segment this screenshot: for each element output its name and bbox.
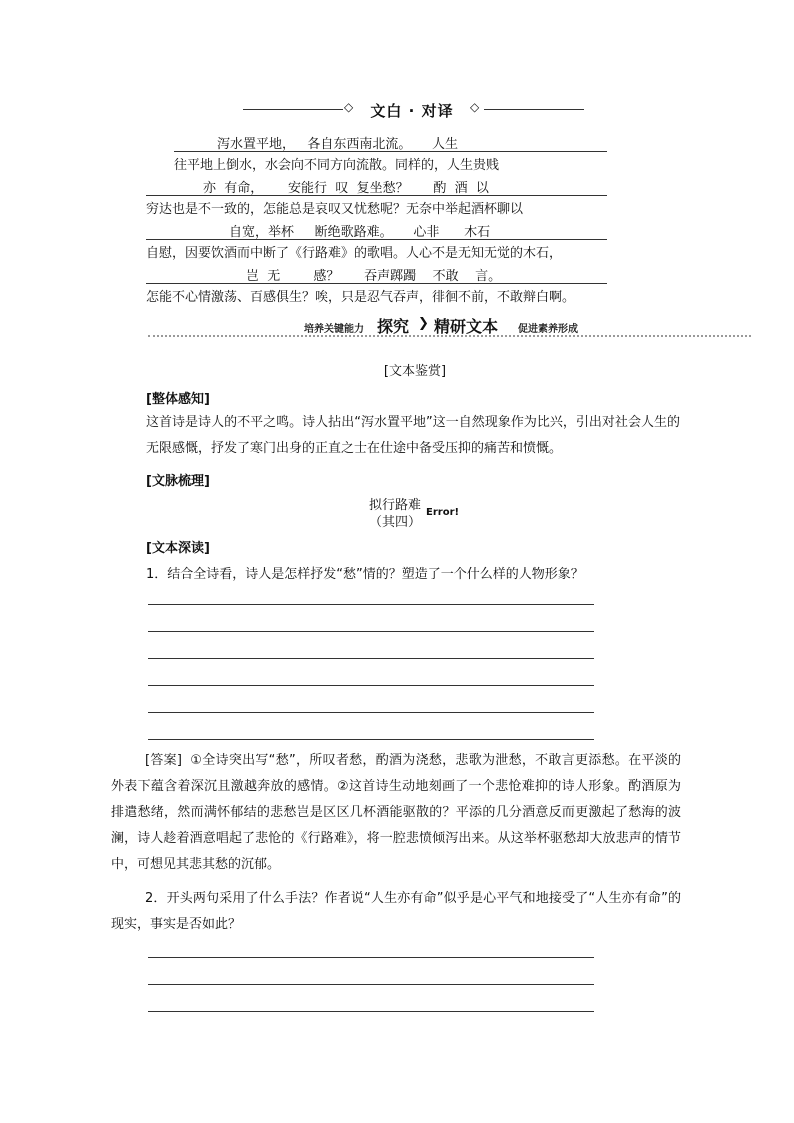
translation-line-4: 怎能不心情激荡、百感俱生？唉，只是忍气吞声，徘徊不前，不敢辩白啊。	[146, 290, 576, 305]
translation-line-3: 自慰，因要饮酒而中断了《行路难》的歌唱。人心不是无知无觉的木石，	[146, 246, 563, 261]
answer-label: [答案]	[145, 753, 183, 768]
banner-arrow-icon: ❯	[418, 316, 429, 331]
answer-line	[148, 631, 594, 632]
structure-heading: [文脉梳理]	[146, 474, 210, 489]
answer-paragraph	[111, 748, 681, 878]
answer-line	[148, 604, 594, 605]
original-line-2: 亦 有命， 安能行 叹 复坐愁？ 酌 酒 以	[203, 181, 489, 196]
answer-line	[148, 739, 594, 740]
deep-heading: [文本深读]	[146, 541, 210, 556]
banner-left-title: 探究	[377, 317, 410, 336]
error-marker: Error!	[426, 507, 460, 518]
banner-left-caption: 培养关键能力	[304, 324, 364, 335]
answer-line	[148, 957, 594, 958]
translation-line-1: 往平地上倒水，水会向不同方向流散。同样的，人生贵贱	[174, 158, 500, 173]
parallel-rule	[146, 195, 607, 196]
banner-right-title: 精研文本	[434, 317, 499, 336]
section-title: 文白 · 对译	[370, 102, 454, 120]
question-2: 2．开头两句采用了什么手法？作者说“人生亦有命”似乎是心平气和地接受了“人生亦有命”的现实，事实是否如此？	[111, 891, 681, 932]
question-1: 1．结合全诗看，诗人是怎样抒发“愁”情的？塑造了一个什么样的人物形象？	[146, 567, 584, 582]
answer-line	[148, 1011, 594, 1012]
poem-title: 拟行路难	[368, 498, 421, 513]
translation-line-2: 穷达也是不一致的，怎能总是哀叹又忧愁呢？无奈中举起酒杯聊以	[146, 202, 524, 217]
diamond-right-icon: ◇	[470, 100, 480, 114]
answer-line	[148, 712, 594, 713]
banner-divider	[148, 335, 751, 337]
original-line-1: 泻水置平地， 各自东西南北流。 人生	[217, 137, 459, 152]
poem-subtitle: （其四）	[368, 515, 421, 530]
diamond-left-icon: ◇	[344, 100, 354, 114]
original-line-3: 自宽，举杯 断绝歌路难。 心非 木石	[229, 225, 491, 240]
overall-heading: [整体感知]	[146, 392, 210, 407]
banner-right-caption: 促进素养形成	[518, 324, 578, 335]
answer-line	[148, 984, 594, 985]
title-rule-right	[484, 109, 584, 110]
parallel-rule	[146, 283, 607, 284]
parallel-rule	[174, 151, 607, 152]
original-line-4: 岂 无 感？ 吞声踯躅 不敢 言。	[246, 269, 502, 284]
appreciation-title: [文本鉴赏]	[383, 364, 447, 379]
title-rule-left	[243, 109, 343, 110]
parallel-rule	[146, 239, 607, 240]
answer-line	[148, 685, 594, 686]
overall-text: 这首诗是诗人的不平之鸣。诗人拈出“泻水置平地”这一自然现象作为比兴，引出对社会人生的无限感慨，抒发了寒门出身的正直之士在仕途中备受压抑的痛苦和愤慨。	[146, 415, 680, 456]
answer-line	[148, 658, 594, 659]
answer-text: ①全诗突出写“愁”，所叹者愁，酌酒为浇愁，悲歌为泄愁，不敢言更添愁。在平淡的外表下蕴含着深沉且激越奔放的感情。②这首诗生动地刻画了一个悲怆难抑的诗人形象。酌酒原为排遣愁绪，然而满怀郁结的悲愁岂是区区几杯酒能驱散的？平添的几分酒意反而更激起了愁海的波澜，诗人趁着酒意唱起了悲怆的《行路难》，将一腔悲愤倾泻出来。从这举杯驱愁却大放悲声的情节中，可想见其悲其愁的沉郁。	[111, 753, 682, 872]
